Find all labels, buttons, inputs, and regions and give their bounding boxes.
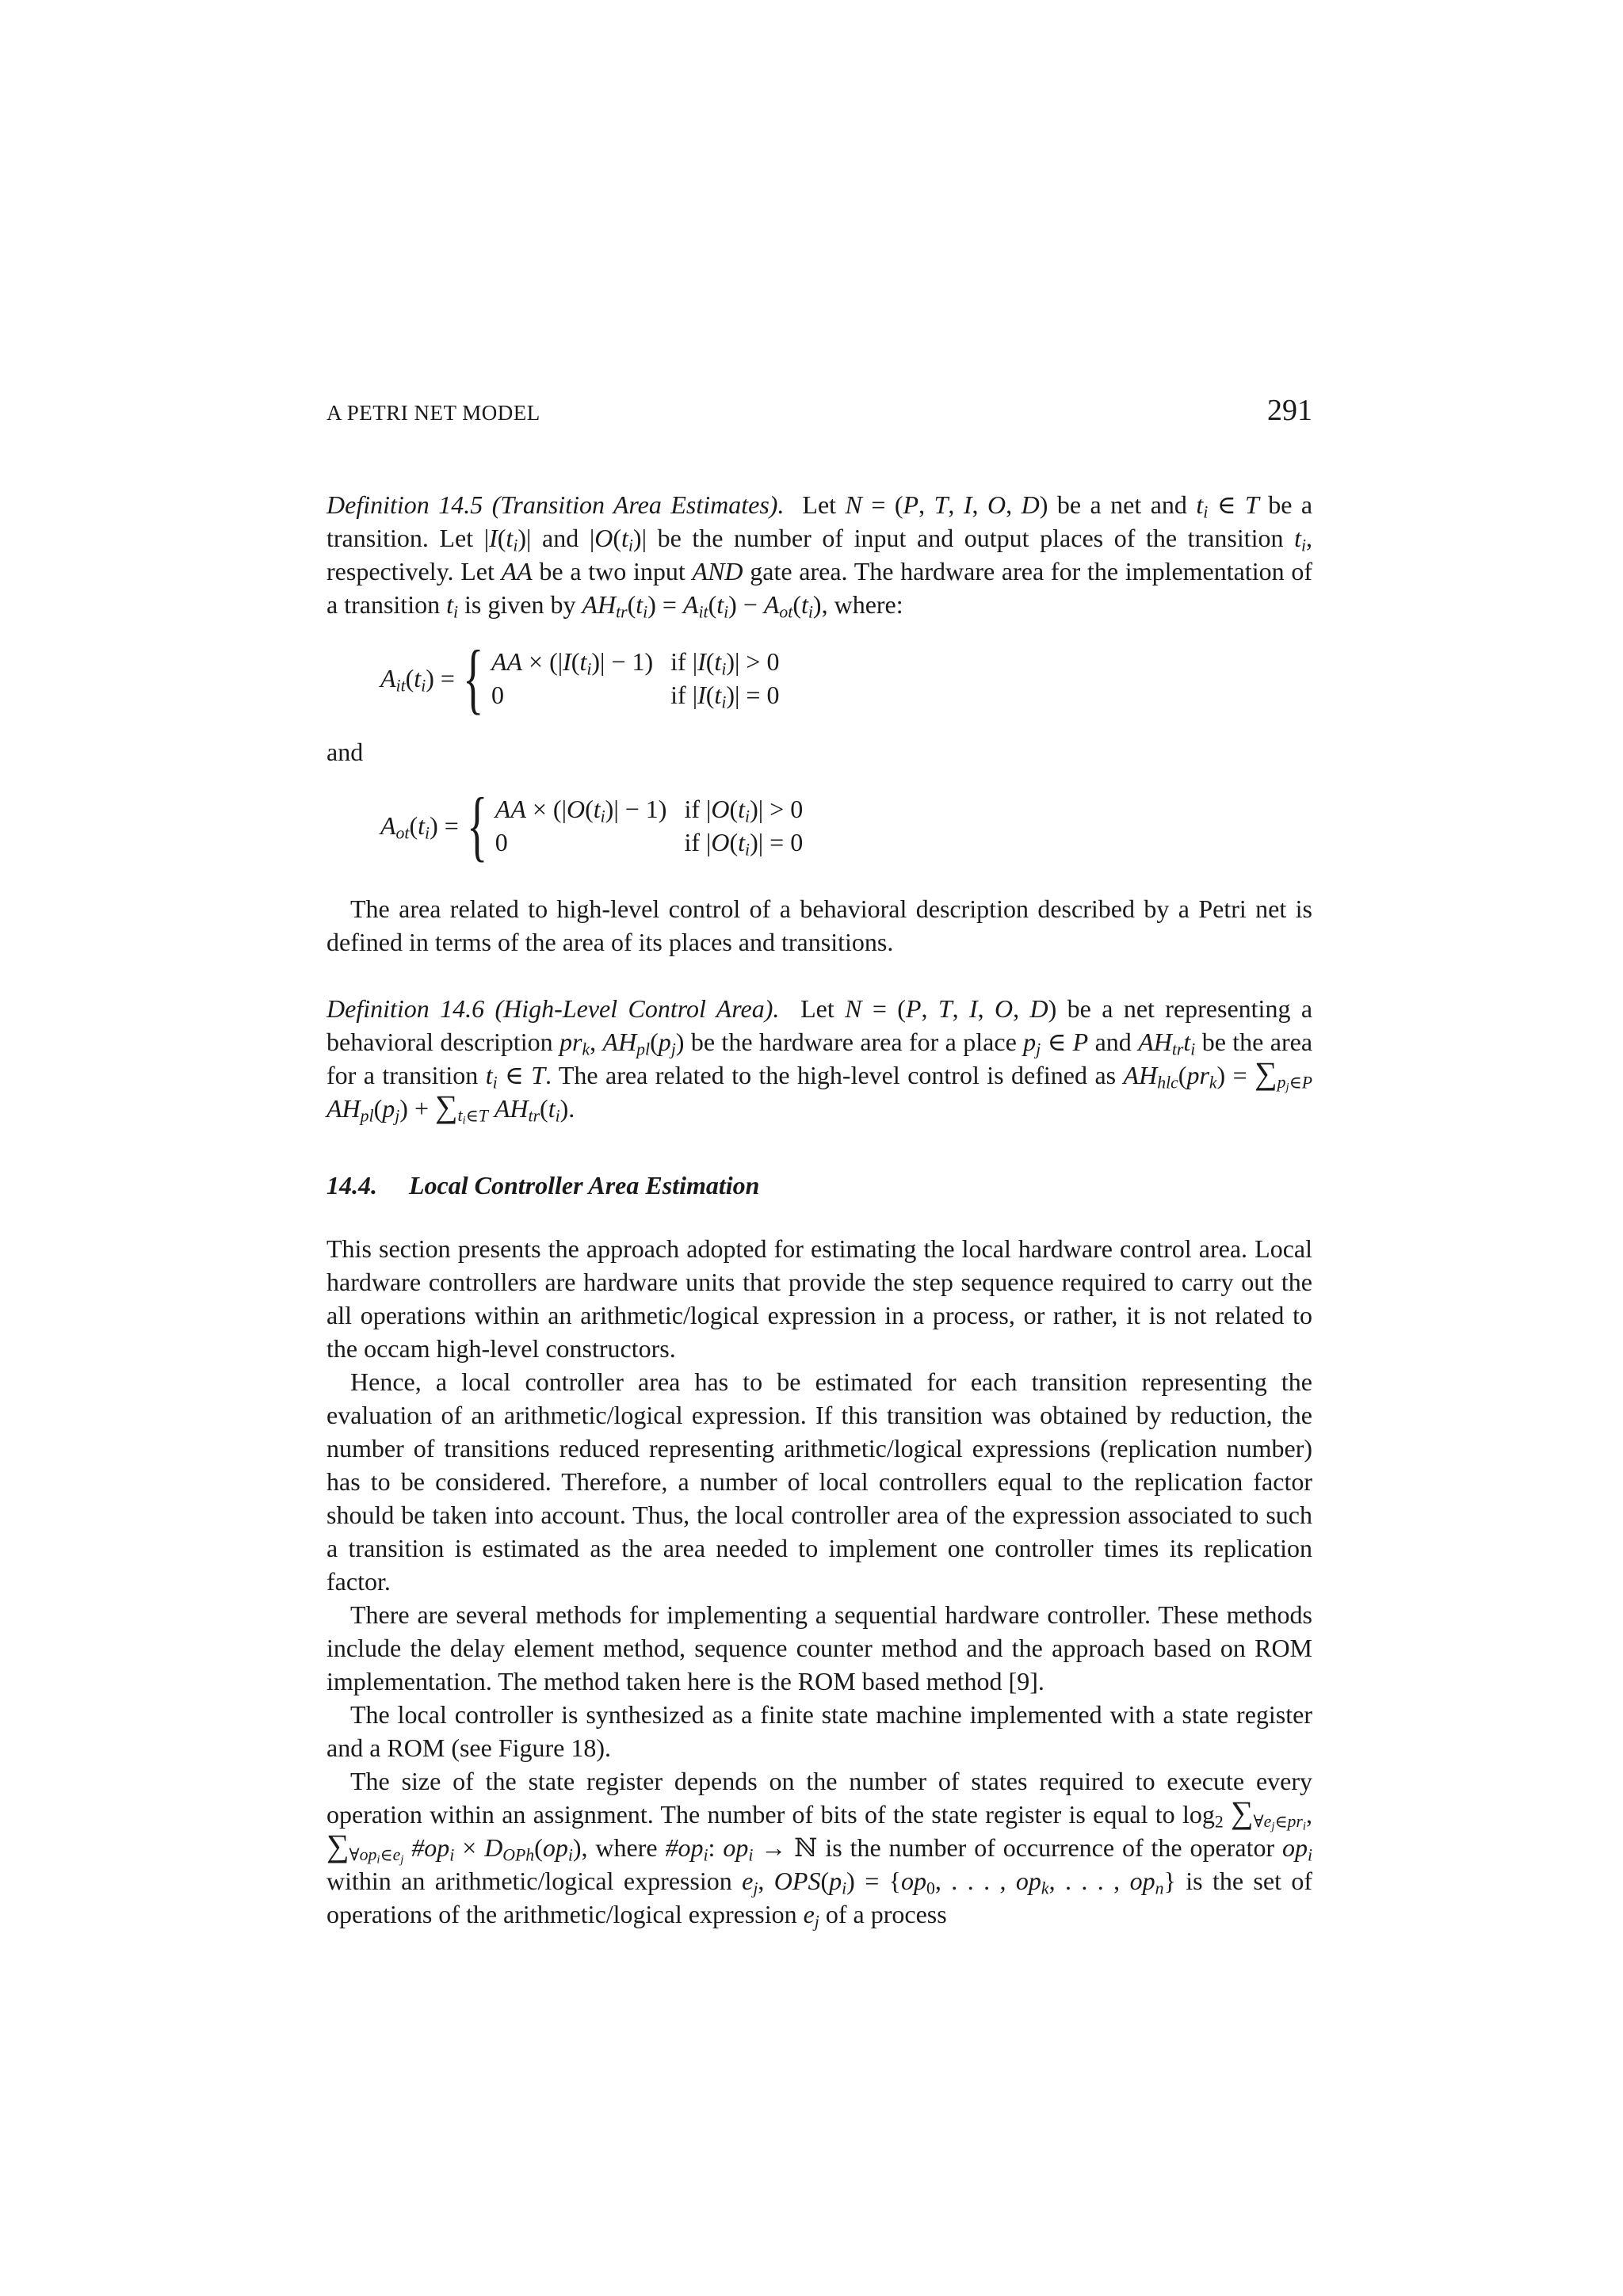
paragraph-text: is the set of operations of the arithmetic/logical expression	[327, 1867, 1313, 1928]
section-heading	[327, 1171, 1312, 1200]
definition-text: gate area. The hardware area for the implementation of a transition	[327, 557, 1313, 619]
paragraph-text: The size of the state register depends on the number of states required to execute every operation within an assignment. The number of bits of the state register is equal to	[327, 1767, 1312, 1829]
paragraph-text: , where	[581, 1833, 666, 1862]
case-expression: AA × $(|O(t_i)| - 1)$	[495, 795, 667, 826]
definition-text: be a net representing a behavioral description	[327, 994, 1313, 1056]
left-brace: {	[462, 634, 484, 722]
definition-text: . The area related to the high-level control is defined as	[544, 1061, 1124, 1089]
definition-14-6: Definition 14.6 (High-Level Control Area). Let N = (P, T, I, O, D) be a net representing a behavioral description $pr_k$, $AH_{pl}(p_j)$ be the hardware area for a place $p_j$ ∈ P and $AH_{tr}t_i$ be the area for a transition $t_i$ ∈ T. The area related to the high-level control is defined as $AH_{hlc}(pr_k) = \sum_{p_j\in P}$ $AH_{pl}(p_j) + \sum_{t_i\in T}$ $AH_{tr}(t_i)$.	[327, 994, 1313, 1128]
equation-cases	[495, 792, 803, 859]
equation-cases	[491, 645, 780, 711]
running-title: A PETRI NET MODEL	[327, 401, 540, 425]
definition-text: and	[1088, 1028, 1139, 1056]
definition-label: Definition 14.6 (High-Level Control Area).	[327, 994, 780, 1023]
definition-text: be a two input	[532, 557, 693, 585]
equation-lhs: $A_{ot}(t_i)$ =	[380, 810, 459, 842]
definition-text: and	[531, 524, 590, 552]
definition-14-5: Definition 14.5 (Transition Area Estimates). Let N = (P, T, I, O, D) be a net and $t_i$ ∈ T be a transition. Let $|I(t_i)|$ and $|O(t_i)|$ be the number of input and output places of the transition $t_i$, respectively. Let AA be a two input AND gate area. The hardware area for the implementation of a transition $t_i$ is given by $AH_{tr}(t_i) = A_{it}(t_i) - A_{ot}(t_i)$, where:	[327, 490, 1313, 622]
case-condition: if $|I(t_i)| > 0$	[670, 647, 780, 679]
case-expression: 0	[491, 681, 504, 709]
paragraph-1: This section presents the approach adopted for estimating the local hardware control area. Local hardware controllers are hardware units that provide the step sequence required to carry out the all operations within an arithmetic/logical expression in a process, or rather, it is not related to the occam high-level constructors.	[327, 1234, 1312, 1363]
paragraph-2: Hence, a local controller area has to be estimated for each transition representing the evaluation of an arithmetic/logical expression. If this transition was obtained by reduction, the number of transitions reduced representing arithmetic/logical expressions (replication number) has to be considered. Therefore, a number of local controllers equal to the replication factor should be taken into account. Thus, the local controller area of the expression associated to such a transition is estimated as the area needed to implement one controller times its replication factor.	[327, 1367, 1312, 1596]
definition-text: Let	[800, 994, 846, 1023]
paragraph-3: There are several methods for implementing a sequential hardware controller. These methods include the delay element method, sequence counter method and the approach based on ROM implementation. The method taken here is the ROM based method [9].	[327, 1600, 1312, 1695]
page-number: 291	[1267, 394, 1312, 427]
case-condition: if $|O(t_i)| = 0$	[684, 828, 804, 860]
paragraph-text: is the number of occurrence of the operator	[817, 1833, 1283, 1862]
case-condition: if $|I(t_i)| = 0$	[670, 681, 780, 712]
case-expression: 0	[495, 828, 508, 856]
definition-text: Let	[802, 490, 846, 519]
paragraph-text: of a process	[819, 1900, 947, 1928]
definition-text: is given by	[458, 590, 582, 619]
definition-text: be the hardware area for a place	[684, 1028, 1024, 1056]
page	[327, 393, 1312, 1931]
and-connector: and	[327, 738, 364, 766]
case-expression: AA × $(|I(t_i)| - 1)$	[491, 647, 654, 679]
definition-text: be a net and	[1048, 490, 1197, 519]
equation-a-it	[380, 634, 1312, 722]
equation-a-ot	[380, 781, 1312, 869]
running-header	[327, 393, 1312, 441]
case-condition: if $|O(t_i)| > 0$	[684, 795, 804, 826]
equation-lhs: $A_{it}(t_i)$ =	[380, 663, 455, 695]
section-number: 14.4.	[327, 1171, 377, 1199]
paragraph-5: The size of the state register depends on the number of states required to execute every operation within an assignment. The number of bits of the state register is equal to $\log_2 \sum_{\forall e_j\in pr_i}$, $\sum_{\forall op_i\in e_j}$ $\#op_i \times D_{OPh}(op_i)$, where $\#op_i$: $op_i$ → ℕ is the number of occurrence of the operator $op_i$ within an arithmetic/logical expression $e_j$, $OPS(p_i) = \{op_0$, . . . , $op_k$, . . . , $op_n$} is the set of operations of the arithmetic/logical expression $e_j$ of a process	[327, 1767, 1313, 1932]
and-gate-word: AND	[692, 557, 743, 585]
paragraph-text: within an arithmetic/logical expression	[327, 1867, 743, 1895]
left-brace: {	[466, 781, 488, 869]
definition-text: , respectively. Let	[327, 524, 1313, 585]
definition-text: be the area for a transition	[327, 1028, 1313, 1089]
paragraph-4: The local controller is synthesized as a finite state machine implemented with a state register and a ROM (see Figure 18).	[327, 1700, 1312, 1762]
definition-label: Definition 14.5 (Transition Area Estimates).	[327, 490, 785, 519]
definition-text: , where:	[821, 590, 903, 619]
definition-text: be the number of input and output places of the transition	[646, 524, 1295, 552]
definition-text: be a transition. Let	[327, 490, 1313, 552]
paragraph-hlc-intro: The area related to high-level control of a behavioral description described by a Petri net is defined in terms of the area of its places and transitions.	[327, 894, 1312, 956]
section-title: Local Controller Area Estimation	[409, 1171, 760, 1199]
